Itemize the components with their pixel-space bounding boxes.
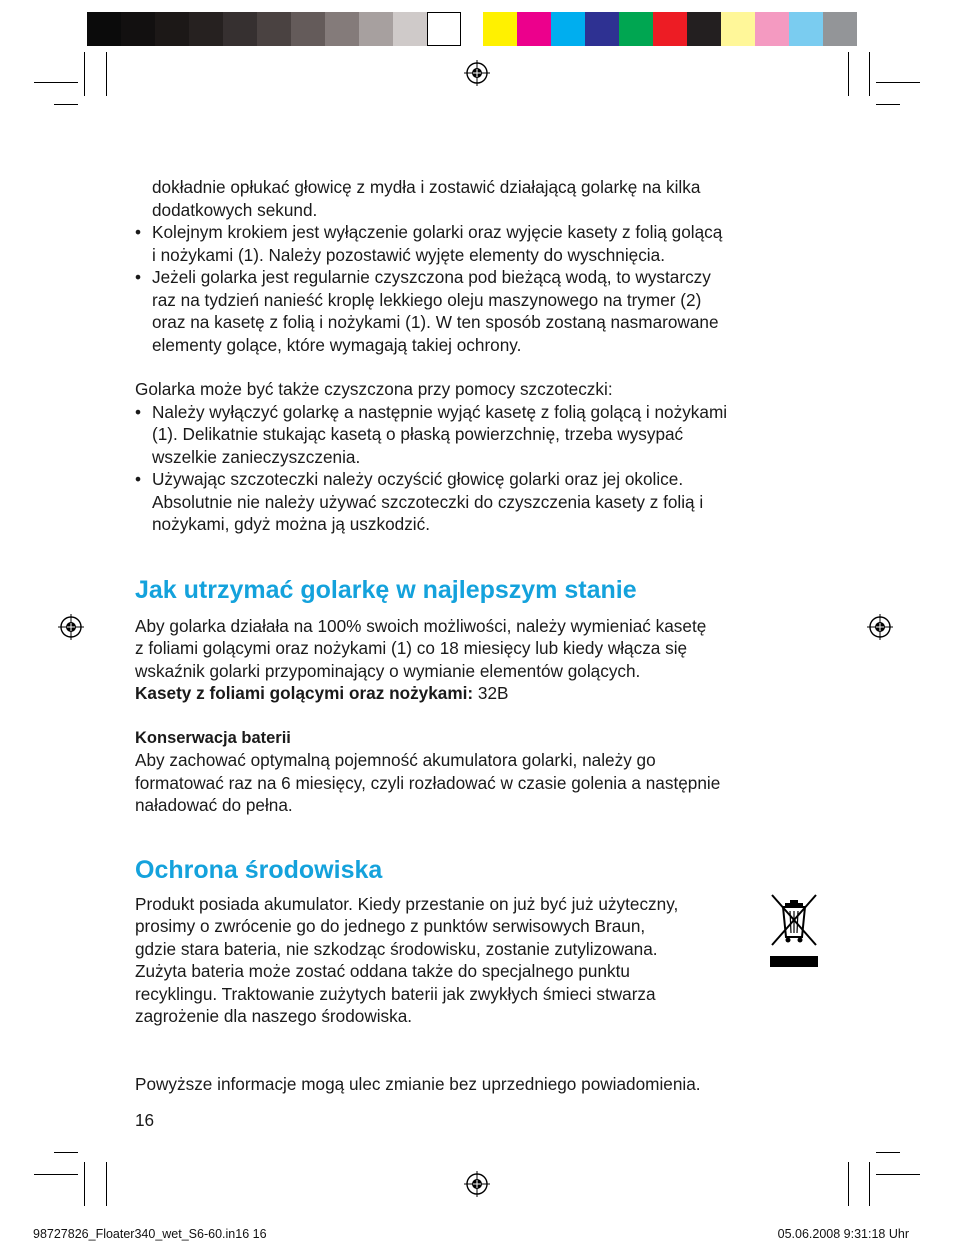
crop-mark	[869, 1162, 870, 1206]
text-line: zagrożenie dla naszego środowiska.	[135, 1006, 413, 1026]
color-swatch	[585, 12, 619, 46]
text-line: oraz na kasetę z folią i nożykami (1). W ten sposób zostaną nasmarowane	[152, 312, 719, 332]
color-swatch	[483, 12, 517, 46]
text-line: naładować do pełna.	[135, 795, 293, 815]
crop-mark	[106, 52, 107, 96]
color-swatch	[653, 12, 687, 46]
crop-mark	[84, 52, 85, 96]
subsection-heading: Konserwacja baterii	[135, 728, 291, 747]
registration-mark-icon	[867, 614, 893, 640]
crop-mark	[54, 1152, 78, 1153]
crop-mark	[34, 82, 78, 83]
color-swatch	[823, 12, 857, 46]
text-line: recyklingu. Traktowanie zużytych baterii jak zwykłych śmieci stwarza	[135, 983, 656, 1004]
text-line: formatować raz na 6 miesięcy, czyli rozładować w czasie golenia a następnie	[135, 772, 721, 793]
color-swatch	[755, 12, 789, 46]
crop-mark	[848, 52, 849, 96]
text-line: elementy golące, które wymagają takiej ochrony.	[152, 334, 522, 355]
color-swatch	[687, 12, 721, 46]
text-line: dodatkowych sekund.	[152, 199, 318, 220]
text-line: wszelkie zanieczyszczenia.	[152, 446, 361, 467]
gray-swatch	[121, 12, 155, 46]
bullet-list	[135, 401, 825, 536]
crop-mark	[876, 1174, 920, 1175]
color-swatch	[551, 12, 585, 46]
crop-mark	[876, 104, 900, 105]
grayscale-calibration-bar	[87, 12, 461, 46]
parts-label: Kasety z foliami golącymi oraz nożykami:	[135, 683, 474, 703]
crop-mark	[106, 1162, 107, 1206]
gray-swatch	[325, 12, 359, 46]
page-number: 16	[135, 1110, 155, 1130]
gray-swatch	[291, 12, 325, 46]
color-swatch	[517, 12, 551, 46]
text-line: i nożykami (1). Należy pozostawić wyjęte elementy do wyschnięcia.	[152, 244, 665, 265]
gray-swatch	[359, 12, 393, 46]
text-line: Aby golarka działała na 100% swoich możliwości, należy wymieniać kasetę	[135, 615, 707, 636]
bullet-list	[135, 221, 825, 356]
text-line: z foliami golącymi oraz nożykami (1) co 18 miesięcy lub kiedy włącza się	[135, 638, 688, 658]
section-heading: Ochrona środowiska	[135, 855, 383, 884]
gray-swatch	[87, 12, 121, 46]
registration-mark-icon	[464, 60, 490, 86]
gray-swatch	[155, 12, 189, 46]
registration-mark-icon	[58, 614, 84, 640]
environment-section	[135, 855, 825, 1028]
text-line: Kolejnym krokiem jest wyłączenie golarki oraz wyjęcie kasety z folią golącą	[152, 222, 723, 242]
print-footer-date: 05.06.2008 9:31:18 Uhr	[777, 1227, 909, 1241]
brush-block	[135, 378, 825, 536]
notice-text: Powyższe informacje mogą ulec zmianie bez uprzedniego powiadomienia.	[135, 1073, 701, 1094]
intro-block	[135, 176, 825, 356]
gray-swatch	[393, 12, 427, 46]
color-swatch	[789, 12, 823, 46]
gray-swatch	[427, 12, 461, 46]
text-line: prosimy o zwrócenie go do jednego z punktów serwisowych Braun,	[135, 916, 646, 936]
text-line: Używając szczoteczki należy oczyścić głowicę golarki oraz jej okolice.	[152, 469, 684, 489]
crossed-out-bin-icon	[770, 893, 818, 967]
text-line: Golarka może być także czyszczona przy pomocy szczoteczki:	[135, 379, 613, 399]
text-line: Należy wyłączyć golarkę a następnie wyjąć kasetę z folią golącą i nożykami	[152, 401, 728, 422]
list-item	[135, 266, 825, 356]
crop-mark	[848, 1162, 849, 1206]
print-footer-file: 98727826_Floater340_wet_S6-60.in16 16	[33, 1227, 267, 1241]
crop-mark	[54, 104, 78, 105]
parts-line	[135, 682, 825, 705]
gray-swatch	[257, 12, 291, 46]
color-calibration-bar	[483, 12, 857, 46]
crop-mark	[84, 1162, 85, 1206]
text-line: Absolutnie nie należy używać szczoteczki do czyszczenia kasety z folią i	[152, 491, 704, 512]
parts-value: 32B	[473, 683, 509, 703]
text-line: Jeżeli golarka jest regularnie czyszczona pod bieżącą wodą, to wystarczy	[152, 267, 711, 287]
gray-swatch	[223, 12, 257, 46]
crop-mark	[876, 1152, 900, 1153]
text-line: Zużyta bateria może zostać oddana także do specjalnego punktu	[135, 961, 630, 981]
text-line: gdzie stara bateria, nie szkodząc środowisku, zostanie zutylizowana.	[135, 938, 658, 959]
gray-swatch	[189, 12, 223, 46]
text-line: nożykami, gdyż można ją uszkodzić.	[152, 514, 430, 534]
page-content	[135, 176, 825, 1095]
bullet-icon: •	[135, 222, 142, 242]
list-item	[135, 401, 825, 469]
text-line: wskaźnik golarki przypominający o wymianie elementów golących.	[135, 660, 641, 681]
registration-mark-icon	[464, 1171, 490, 1197]
crop-mark	[869, 52, 870, 96]
color-swatch	[721, 12, 755, 46]
text-line: Aby zachować optymalną pojemność akumulatora golarki, należy go	[135, 750, 656, 770]
maintenance-section	[135, 575, 825, 817]
color-swatch	[619, 12, 653, 46]
bullet-icon: •	[135, 469, 142, 489]
list-item	[135, 468, 825, 536]
text-line: Produkt posiada akumulator. Kiedy przestanie on już być już użyteczny,	[135, 893, 679, 914]
bullet-icon: •	[135, 401, 142, 422]
text-line: raz na tydzień nanieść kroplę lekkiego oleju maszynowego na trymer (2)	[152, 289, 702, 310]
crop-mark	[876, 82, 920, 83]
text-line: (1). Delikatnie stukając kasetą o płaską powierzchnię, trzeba wysypać	[152, 424, 684, 444]
crop-mark	[34, 1174, 78, 1175]
text-line: dokładnie opłukać głowicę z mydła i zostawić działającą golarkę na kilka	[152, 177, 701, 197]
section-heading: Jak utrzymać golarkę w najlepszym stanie	[135, 575, 637, 604]
bullet-icon: •	[135, 267, 142, 287]
list-item	[135, 221, 825, 266]
